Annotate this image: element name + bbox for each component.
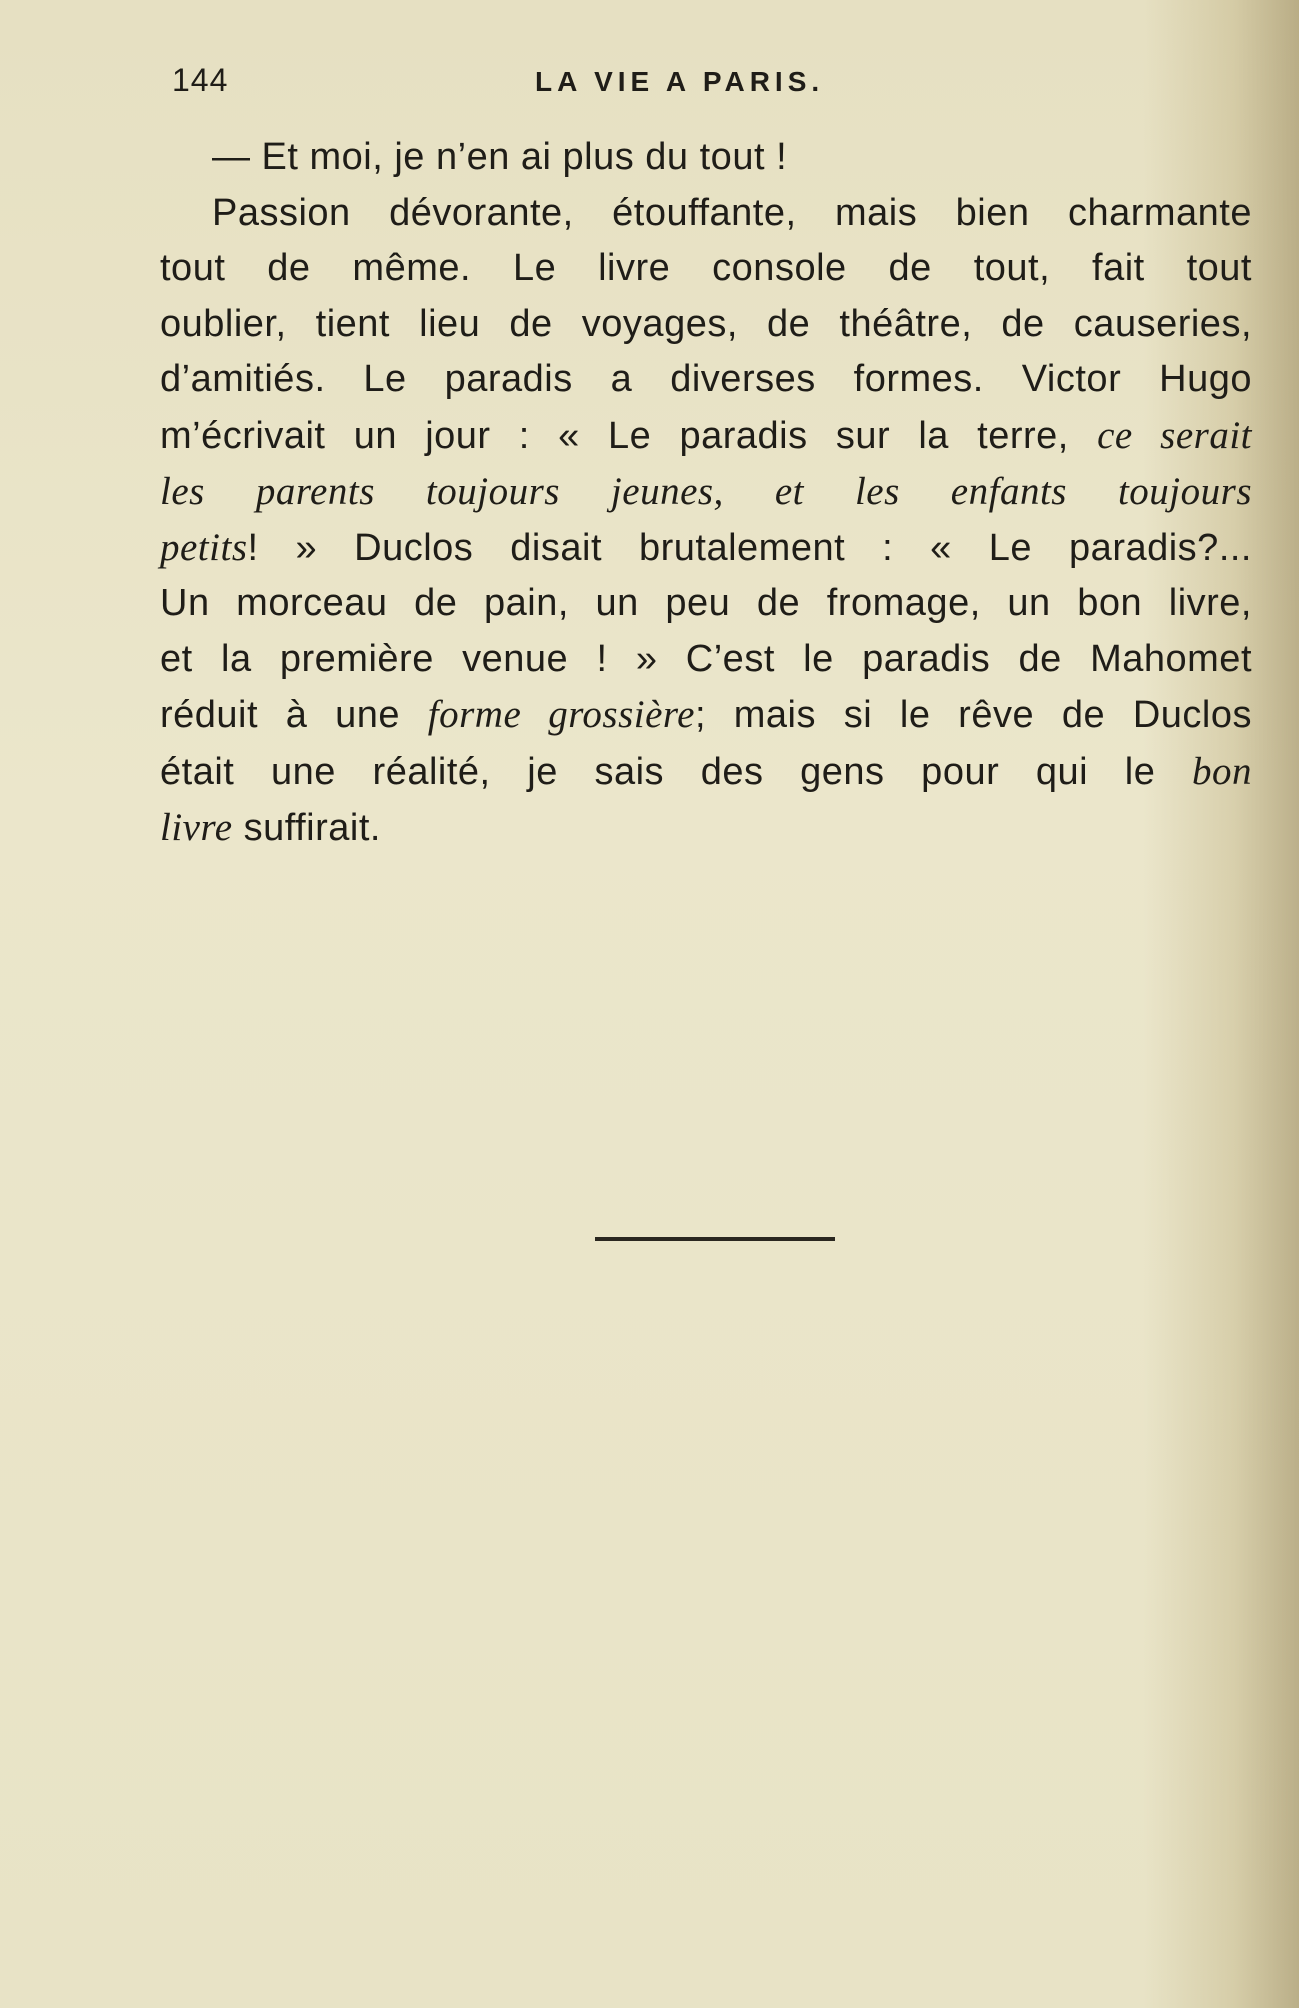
- text-line: était une réalité, je sais des gens pour qui le bon: [160, 749, 1252, 793]
- end-rule: [595, 1237, 835, 1241]
- text-line: — Et moi, je n’en ai plus du tout !: [212, 136, 788, 178]
- text-line: réduit à une forme grossière; mais si le rêve de Duclos: [160, 693, 1252, 736]
- page-number: 144: [172, 62, 229, 98]
- text-line: et la première venue ! » C’est le paradis de Mahomet: [160, 637, 1252, 680]
- text-line: tout de même. Le livre console de tout, fait tout: [160, 247, 1252, 289]
- text-line: Un morceau de pain, un peu de fromage, un bon livre,: [160, 582, 1252, 624]
- italic-text: bon: [1192, 749, 1252, 793]
- text-line: d’amitiés. Le paradis a diverses formes. Victor Hugo: [160, 358, 1252, 400]
- italic-text: livre: [160, 806, 233, 849]
- text-line: oublier, tient lieu de voyages, de théâtre, de causeries,: [160, 302, 1252, 345]
- running-head: LA VIE A PARIS.: [535, 66, 825, 97]
- text-line: m’écrivait un jour : « Le paradis sur la terre, ce serait: [160, 413, 1252, 457]
- text-line: petits! » Duclos disait brutalement : « Le paradis?...: [160, 525, 1252, 569]
- italic-text: forme grossière: [427, 693, 695, 736]
- text-line: les parents toujours jeunes, et les enfants toujours: [160, 470, 1252, 513]
- italic-text: ce serait: [1097, 413, 1252, 457]
- text-line: livre suffirait.: [160, 806, 381, 849]
- body-text: [160, 130, 1252, 857]
- italic-text: petits: [160, 525, 248, 569]
- page-header: [0, 62, 1299, 102]
- text-line: Passion dévorante, étouffante, mais bien charmante: [212, 191, 1252, 234]
